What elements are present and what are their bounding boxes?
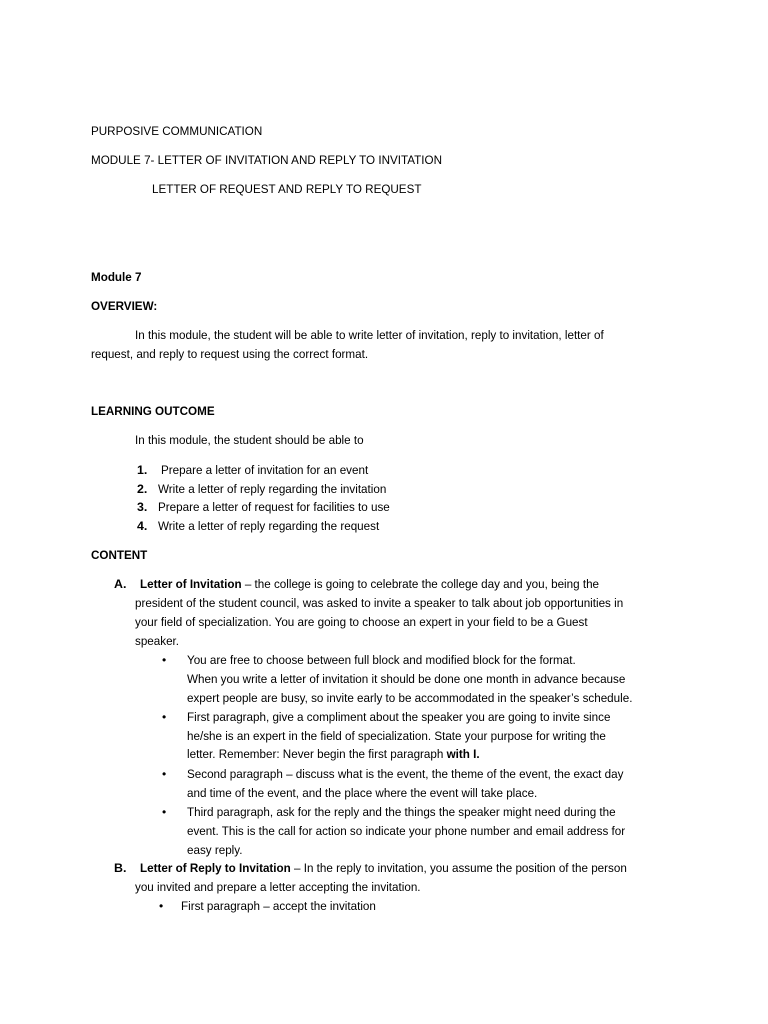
outcome-number: 2. bbox=[137, 482, 148, 496]
bullet-text: event. This is the call for action so indicate your phone number and email address for bbox=[187, 824, 626, 838]
section-b-line2: you invited and prepare a letter accepting the invitation. bbox=[135, 880, 421, 894]
bullet-text: Second paragraph – discuss what is the event, the theme of the event, the exact day bbox=[187, 767, 624, 781]
emphasis-text: with I. bbox=[446, 747, 480, 761]
learning-outcome-heading: LEARNING OUTCOME bbox=[91, 404, 215, 418]
module-title-line1: MODULE 7- LETTER OF INVITATION AND REPLY TO INVITATION bbox=[91, 153, 442, 167]
bullet-text: When you write a letter of invitation it should be done one month in advance because bbox=[187, 672, 626, 686]
bullet-text: letter. Remember: Never begin the first paragraph bbox=[187, 747, 447, 761]
overview-text-line1: In this module, the student will be able to write letter of invitation, reply to invitation, letter of bbox=[135, 328, 604, 342]
bullet-text: First paragraph, give a compliment about the speaker you are going to invite since bbox=[187, 710, 611, 724]
section-a-line2: president of the student council, was asked to invite a speaker to talk about job opportunities in bbox=[135, 596, 624, 610]
bullet-icon: • bbox=[162, 653, 167, 667]
bullet-text: expert people are busy, so invite early to be accommodated in the speaker’s schedule. bbox=[187, 691, 633, 705]
outcome-item: Prepare a letter of request for facilities to use bbox=[158, 500, 390, 514]
bullet-text: Third paragraph, ask for the reply and the things the speaker might need during the bbox=[187, 805, 616, 819]
module-title-line2: LETTER OF REQUEST AND REPLY TO REQUEST bbox=[152, 182, 422, 196]
bullet-icon: • bbox=[162, 710, 167, 724]
outcome-item: Prepare a letter of invitation for an event bbox=[161, 463, 369, 477]
bullet-text: You are free to choose between full block and modified block for the format. bbox=[187, 653, 576, 667]
content-heading: CONTENT bbox=[91, 548, 148, 562]
bullet-text: he/she is an expert in the field of specialization. State your purpose for writing the bbox=[187, 729, 606, 743]
section-a-line3: your field of specialization. You are going to choose an expert in your field to be a Guest bbox=[135, 615, 588, 629]
section-b-letter: B. bbox=[114, 861, 127, 875]
outcome-item: Write a letter of reply regarding the request bbox=[158, 519, 380, 533]
outcome-number: 1. bbox=[137, 463, 148, 477]
bullet-text: easy reply. bbox=[187, 843, 243, 857]
bullet-text: First paragraph – accept the invitation bbox=[181, 899, 376, 913]
bullet-text: and time of the event, and the place where the event will take place. bbox=[187, 786, 538, 800]
section-a-line1 bbox=[140, 575, 599, 593]
learning-outcome-intro: In this module, the student should be able to bbox=[135, 433, 364, 447]
module-heading: Module 7 bbox=[91, 270, 142, 284]
overview-text-line2: request, and reply to request using the correct format. bbox=[91, 347, 369, 361]
section-b-line1 bbox=[140, 859, 627, 877]
section-b-title: Letter of Reply to Invitation bbox=[140, 861, 291, 875]
outcome-item: Write a letter of reply regarding the invitation bbox=[158, 482, 387, 496]
course-title: PURPOSIVE COMMUNICATION bbox=[91, 124, 263, 138]
section-b-line1-text: – In the reply to invitation, you assume the position of the person bbox=[290, 861, 627, 875]
bullet-icon: • bbox=[159, 899, 164, 913]
section-a-line4: speaker. bbox=[135, 634, 180, 648]
section-a-line1-text: – the college is going to celebrate the college day and you, being the bbox=[241, 577, 600, 591]
bullet-text-line bbox=[187, 745, 480, 763]
outcome-number: 3. bbox=[137, 500, 148, 514]
bullet-icon: • bbox=[162, 767, 167, 781]
section-a-title: Letter of Invitation bbox=[140, 577, 242, 591]
outcome-number: 4. bbox=[137, 519, 148, 533]
overview-heading: OVERVIEW: bbox=[91, 299, 158, 313]
section-a-letter: A. bbox=[114, 577, 127, 591]
bullet-icon: • bbox=[162, 805, 167, 819]
